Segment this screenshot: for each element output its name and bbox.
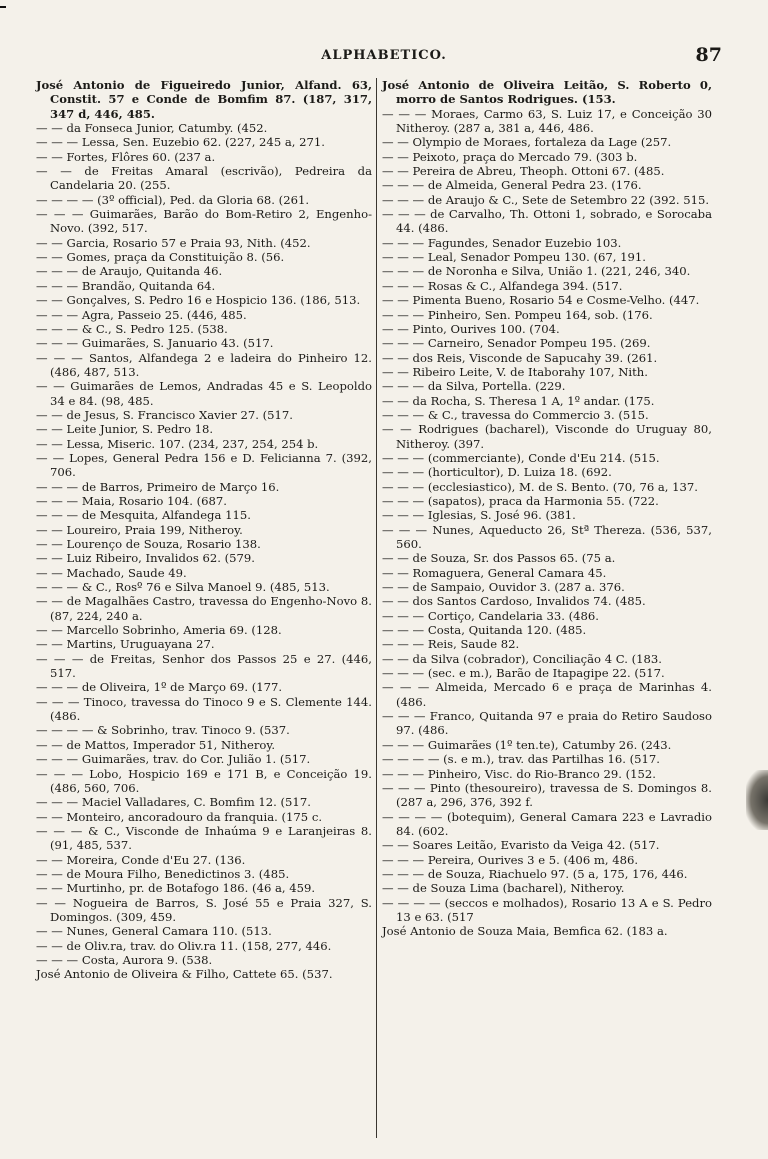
directory-entry: — — de Oliv.ra, trav. do Oliv.ra 11. (158, 277, 446. [36,938,332,953]
directory-entry: — — de Freitas Amaral (escrivão), Pedreira da Candelaria 20. (255. [36,164,372,193]
directory-entry: — — Loureiro, Praia 199, Nitheroy. [36,522,243,537]
directory-entry: — — — Pinheiro, Sen. Pompeu 164, sob. (176. [382,307,653,322]
directory-entry: — — — Guimarães, S. Januario 43. (517. [36,336,274,351]
directory-entry: — — Martins, Uruguayana 27. [36,637,215,652]
directory-entry: — — Nunes, General Camara 110. (513. [36,924,272,939]
directory-entry: José Antonio de Figueiredo Junior, Alfand. 63, Constit. 57 e Conde de Bomfim 87. (187, 317, 347 d, 446, 485. [36,78,372,121]
directory-entry: José Antonio de Oliveira & Filho, Cattete 65. (537. [36,967,333,982]
directory-entry: — — — — (3º official), Ped. da Gloria 68. (261. [36,192,310,207]
directory-entry: — — — Guimarães (1º ten.te), Catumby 26. (243. [382,737,672,752]
directory-entry: — — Garcia, Rosario 57 e Praia 93, Nith. (452. [36,235,311,250]
directory-entry: — — — de Araujo, Quitanda 46. [36,264,223,279]
directory-entry: — — — Lessa, Sen. Euzebio 62. (227, 245 a, 271. [36,135,325,150]
directory-entry: — — Pereira de Abreu, Theoph. Ottoni 67. (485. [382,164,665,179]
directory-entry: — — — Maia, Rosario 104. (687. [36,493,227,508]
page-header [40,44,728,68]
column-divider [376,78,377,1138]
directory-entry: — — — — (s. e m.), trav. das Partilhas 16. (517. [382,752,660,767]
directory-entry: — — — & C., S. Pedro 125. (538. [36,321,228,336]
directory-entry: — — — Santos, Alfandega 2 e ladeira do Pinheiro 12. (486, 487, 513. [36,350,372,379]
directory-entry: — — Moreira, Conde d'Eu 27. (136. [36,852,246,867]
directory-entry: — — — Reis, Saude 82. [382,637,520,652]
directory-entry: — — — — (seccos e molhados), Rosario 13 A e S. Pedro 13 e 63. (517 [382,895,712,924]
directory-entry: — — — de Carvalho, Th. Ottoni 1, sobrado, e Sorocaba 44. (486. [382,207,712,236]
scan-mark [0,6,6,8]
directory-entry: — — — (sec. e m.), Barão de Itapagipe 22. (517. [382,666,665,681]
directory-entry: — — — de Araujo & C., Sete de Setembro 22 (392. 515. [382,192,710,207]
directory-entry: — — Guimarães de Lemos, Andradas 45 e S. Leopoldo 34 e 84. (98, 485. [36,379,372,408]
directory-entry: — — — Iglesias, S. José 96. (381. [382,508,576,523]
directory-entry: — — — Nunes, Aqueducto 26, Stª Thereza. (536, 537, 560. [382,522,712,551]
directory-entry: — — — (sapatos), praca da Harmonia 55. (722. [382,493,659,508]
left-column [36,78,372,982]
directory-entry: — — Lessa, Miseric. 107. (234, 237, 254, 254 b. [36,436,319,451]
directory-entry: — — — Leal, Senador Pompeu 130. (67, 191. [382,250,646,265]
directory-entry: — — Gonçalves, S. Pedro 16 e Hospicio 136. (186, 513. [36,293,361,308]
directory-entry: — — dos Santos Cardoso, Invalidos 74. (485. [382,594,646,609]
directory-entry: — — Romaguera, General Camara 45. [382,565,607,580]
directory-entry: — — da Silva (cobrador), Conciliação 4 C. (183. [382,651,662,666]
thumb-shadow [746,770,768,830]
directory-entry: — — de Jesus, S. Francisco Xavier 27. (517. [36,407,293,422]
directory-entry: — — de Souza Lima (bacharel), Nitheroy. [382,881,625,896]
directory-entry: José Antonio de Oliveira Leitão, S. Roberto 0, morro de Santos Rodrigues. (153. [382,78,712,107]
directory-entry: — — — & C., Visconde de Inhaúma 9 e Laranjeiras 8. (91, 485, 537. [36,823,372,853]
directory-entry: — — Murtinho, pr. de Botafogo 186. (46 a, 459. [36,881,316,896]
directory-entry: — — — de Noronha e Silva, União 1. (221, 246, 340. [382,264,691,279]
directory-entry: — — de Mattos, Imperador 51, Nitheroy. [36,737,276,752]
directory-entry: — — Peixoto, praça do Mercado 79. (303 b. [382,149,638,164]
directory-entry: — — — de Freitas, Senhor dos Passos 25 e 27. (446, 517. [36,651,372,681]
directory-entry: — — — de Souza, Riachuelo 97. (5 a, 175, 176, 446. [382,866,688,881]
directory-entry: — — de Moura Filho, Benedictinos 3. (485. [36,866,290,881]
directory-entry: — — — Lobo, Hospicio 169 e 171 B, e Conceição 19. (486, 560, 706. [36,766,372,795]
directory-entry: — — — Moraes, Carmo 63, S. Luiz 17, e Conceição 30 Nitheroy. (287 a, 381 a, 446, 486. [382,106,712,136]
directory-entry: — — da Fonseca Junior, Catumby. (452. [36,121,268,136]
directory-entry: — — Fortes, Flôres 60. (237 a. [36,149,216,164]
directory-entry: — — — de Almeida, General Pedra 23. (176. [382,178,642,193]
directory-entry: — — Leite Junior, S. Pedro 18. [36,422,214,437]
directory-entry: — — Machado, Saude 49. [36,565,187,580]
directory-entry: — — — — & Sobrinho, trav. Tinoco 9. (537. [36,723,290,738]
directory-entry: — — — (ecclesiastico), M. de S. Bento. (70, 76 a, 137. [382,479,698,494]
right-column [382,78,712,939]
directory-entry: — — Marcello Sobrinho, Ameria 69. (128. [36,623,282,638]
directory-entry: — — Pinto, Ourives 100. (704. [382,321,560,336]
directory-entry: — — — da Silva, Portella. (229. [382,379,566,394]
directory-entry: — — de Souza, Sr. dos Passos 65. (75 a. [382,551,616,566]
directory-entry: — — Lourenço de Souza, Rosario 138. [36,537,261,551]
directory-entry: — — — Fagundes, Senador Euzebio 103. [382,235,622,250]
directory-entry: — — — & C., Rosº 76 e Silva Manoel 9. (485, 513. [36,580,330,595]
directory-entry: — — — Franco, Quitanda 97 e praia do Retiro Saudoso 97. (486. [382,709,712,738]
directory-entry: — — Lopes, General Pedra 156 e D. Felicianna 7. (392, 706. [36,450,372,480]
directory-entry: — — — Costa, Aurora 9. (538. [36,952,213,967]
directory-entry: — — — Rosas & C., Alfandega 394. (517. [382,278,623,293]
directory-entry: — — Ribeiro Leite, V. de Itaborahy 107, Nith. [382,364,648,379]
directory-entry: — — — — (botequim), General Camara 223 e Lavradio 84. (602. [382,809,712,838]
directory-entry: — — — Costa, Quitanda 120. (485. [382,623,587,638]
directory-entry: — — — Pinheiro, Visc. do Rio-Branco 29. (152. [382,766,656,781]
directory-entry: — — — Brandão, Quitanda 64. [36,278,216,293]
page-number: 87 [695,44,722,66]
directory-entry: — — — (commerciante), Conde d'Eu 214. (515. [382,450,660,465]
directory-entry: — — Soares Leitão, Evaristo da Veiga 42. (517. [382,838,660,853]
directory-entry: — — — Carneiro, Senador Pompeu 195. (269. [382,336,651,351]
directory-entry: — — Nogueira de Barros, S. José 55 e Praia 327, S. Domingos. (309, 459. [36,895,372,924]
directory-entry: — — da Rocha, S. Theresa 1 A, 1º andar. (175. [382,393,655,408]
directory-entry: — — Rodrigues (bacharel), Visconde do Uruguay 80, Nitheroy. (397. [382,422,712,451]
directory-entry: — — — de Barros, Primeiro de Março 16. [36,479,280,494]
directory-entry: — — — Pereira, Ourives 3 e 5. (406 m, 486. [382,852,639,867]
directory-entry: — — — Maciel Valladares, C. Bomfim 12. (517. [36,795,311,810]
directory-entry: — — — Cortiço, Candelaria 33. (486. [382,608,599,623]
directory-entry: — — Pimenta Bueno, Rosario 54 e Cosme-Velho. (447. [382,293,700,308]
directory-entry: — — dos Reis, Visconde de Sapucahy 39. (261. [382,350,658,365]
directory-entry: — — — & C., travessa do Commercio 3. (515. [382,407,649,422]
directory-entry: José Antonio de Souza Maia, Bemfica 62. (183 a. [382,924,668,939]
page-title: ALPHABETICO. [321,48,447,63]
directory-entry: — — — Guimarães, trav. do Cor. Julião 1. (517. [36,752,311,767]
directory-entry: — — Olympio de Moraes, fortaleza da Lage (257. [382,135,672,150]
directory-entry: — — — Almeida, Mercado 6 e praça de Marinhas 4. (486. [382,680,712,709]
directory-entry: — — — (horticultor), D. Luiza 18. (692. [382,465,612,480]
directory-entry: — — de Magalhães Castro, travessa do Engenho-Novo 8. (87, 224, 240 a. [36,594,372,623]
directory-entry: — — de Sampaio, Ouvidor 3. (287 a. 376. [382,580,625,595]
directory-entry: — — Luiz Ribeiro, Invalidos 62. (579. [36,551,255,566]
directory-entry: — — — de Oliveira, 1º de Março 69. (177. [36,680,283,695]
directory-entry: — — — Tinoco, travessa do Tinoco 9 e S. Clemente 144. (486. [36,694,372,724]
directory-entry: — — — de Mesquita, Alfandega 115. [36,508,251,523]
directory-entry: — — — Pinto (thesoureiro), travessa de S. Domingos 8. (287 a, 296, 376, 392 f. [382,780,712,810]
directory-entry: — — Gomes, praça da Constituição 8. (56. [36,250,285,265]
directory-entry: — — Monteiro, ancoradouro da franquia. (175 c. [36,809,323,824]
directory-entry: — — — Guimarães, Barão do Bom-Retiro 2, Engenho-Novo. (392, 517. [36,207,372,236]
directory-entry: — — — Agra, Passeio 25. (446, 485. [36,307,247,322]
